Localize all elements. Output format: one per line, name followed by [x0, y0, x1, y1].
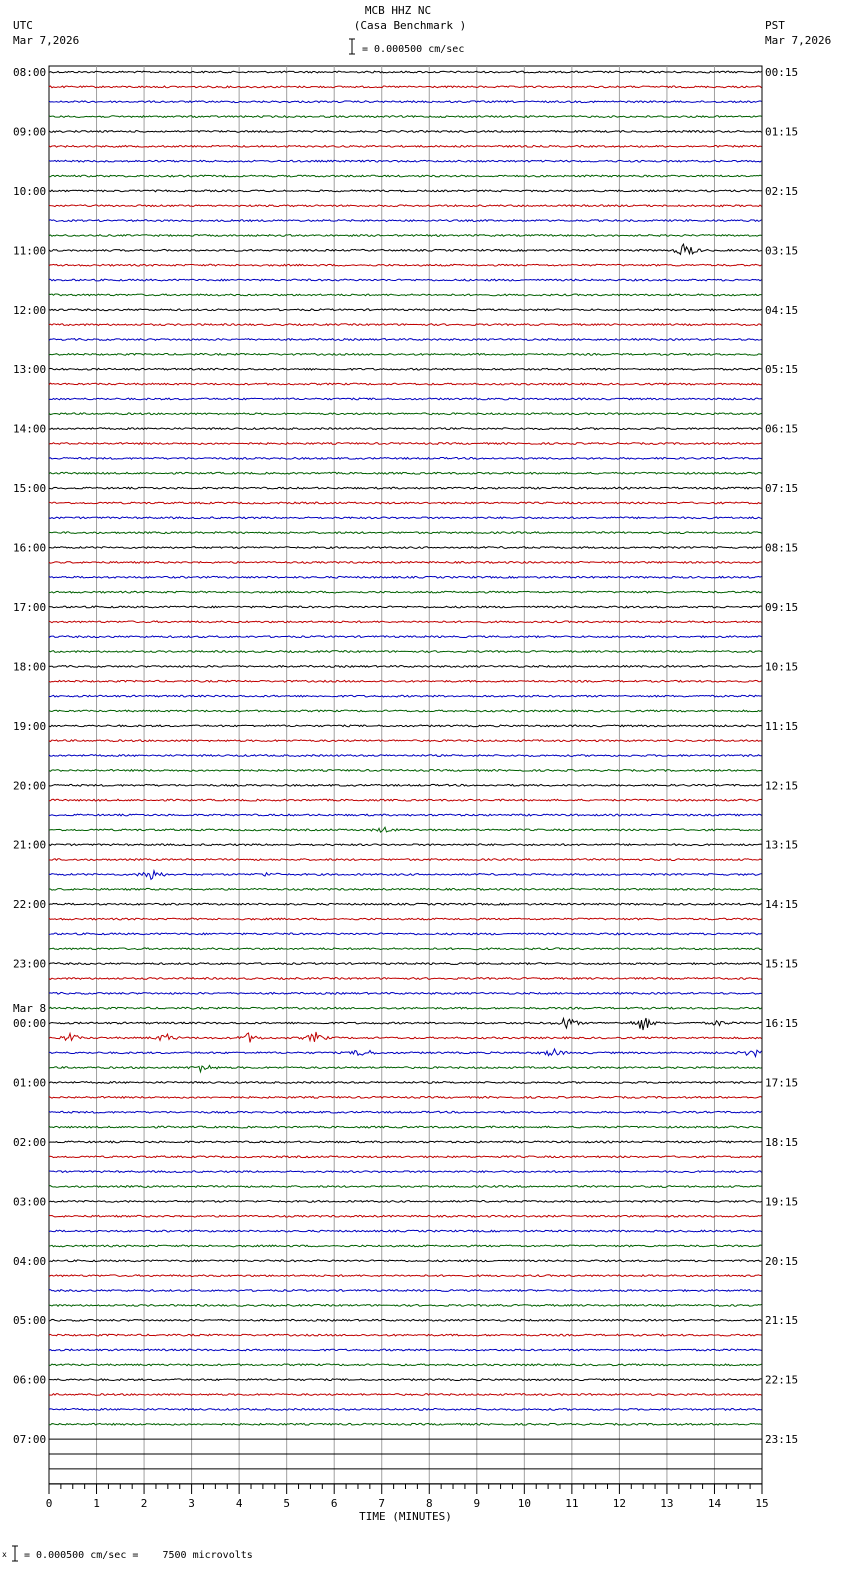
trace-line — [49, 502, 762, 504]
trace-line — [49, 413, 762, 415]
pst-hour-label: 12:15 — [765, 779, 799, 793]
trace-line — [49, 784, 762, 786]
pst-hour-label: 16:15 — [765, 1017, 799, 1031]
trace-line — [49, 1096, 762, 1098]
trace-line — [49, 1082, 762, 1084]
trace-line — [49, 324, 762, 326]
trace-line — [49, 1423, 762, 1425]
utc-hour-label: 08:00 — [13, 66, 47, 79]
footer-scale-bar-icon — [10, 1545, 20, 1563]
trace-line — [49, 695, 762, 697]
pst-hour-label: 01:15 — [765, 125, 799, 139]
pst-hour-label: 00:15 — [765, 66, 799, 79]
x-tick-label: 14 — [707, 1497, 722, 1510]
trace-line — [49, 294, 762, 296]
utc-hour-label: 13:00 — [13, 363, 47, 377]
trace-line — [49, 428, 762, 430]
utc-hour-label: 15:00 — [13, 482, 47, 496]
trace-line — [49, 547, 762, 549]
trace-line — [49, 621, 762, 623]
trace-line — [49, 398, 762, 400]
trace-line — [49, 1319, 762, 1321]
utc-hour-label: 16:00 — [13, 541, 47, 555]
utc-hour-label: 12:00 — [13, 303, 47, 317]
trace-line — [49, 1032, 762, 1042]
trace-line — [49, 235, 762, 237]
utc-hour-label: 02:00 — [13, 1135, 47, 1149]
trace-line — [49, 190, 762, 192]
footer-marker-icon: x — [2, 1550, 7, 1559]
utc-hour-label: 03:00 — [13, 1195, 47, 1209]
utc-hour-label: 10:00 — [13, 184, 47, 198]
x-axis-label: TIME (MINUTES) — [359, 1510, 452, 1523]
pst-hour-label: 13:15 — [765, 838, 799, 852]
footer-scale-note: = 0.000500 cm/sec = 7500 microvolts — [24, 1550, 253, 1561]
trace-line — [49, 606, 762, 608]
pst-hour-label: 10:15 — [765, 660, 799, 674]
pst-hour-label: 17:15 — [765, 1076, 799, 1090]
trace-line — [49, 1334, 762, 1336]
trace-line — [49, 71, 762, 73]
trace-line — [49, 457, 762, 459]
date-change-label: Mar 8 — [13, 1002, 47, 1016]
trace-line — [49, 903, 762, 905]
x-tick-label: 4 — [235, 1497, 243, 1510]
utc-hour-label: 20:00 — [13, 779, 47, 793]
pst-hour-label: 07:15 — [765, 482, 799, 496]
trace-line — [49, 1156, 762, 1158]
scale-label: = 0.000500 cm/sec — [362, 44, 465, 55]
pst-hour-label: 08:15 — [765, 541, 799, 555]
pst-hour-label: 23:15 — [765, 1433, 799, 1447]
pst-hour-label: 20:15 — [765, 1254, 799, 1268]
pst-hour-label: 04:15 — [765, 303, 799, 317]
trace-line — [49, 160, 762, 162]
pst-hour-label: 06:15 — [765, 422, 799, 436]
trace-line — [49, 740, 762, 742]
trace-line — [49, 680, 762, 682]
utc-hour-label: 22:00 — [13, 898, 47, 912]
pst-hour-label: 21:15 — [765, 1314, 799, 1328]
utc-hour-label: 11:00 — [13, 244, 47, 258]
trace-line — [49, 220, 762, 222]
trace-line — [49, 561, 762, 563]
x-tick-label: 11 — [565, 1497, 579, 1510]
trace-line — [49, 770, 762, 772]
trace-line — [49, 591, 762, 593]
trace-line — [49, 1049, 762, 1057]
x-tick-label: 1 — [93, 1497, 100, 1510]
pst-hour-label: 02:15 — [765, 184, 799, 198]
trace-line — [49, 86, 762, 88]
utc-hour-label: 06:00 — [13, 1373, 47, 1387]
trace-line — [49, 710, 762, 712]
trace-line — [49, 309, 762, 311]
x-tick-label: 7 — [378, 1497, 386, 1510]
trace-line — [49, 1379, 762, 1381]
pst-hour-label: 11:15 — [765, 719, 799, 733]
trace-line — [49, 918, 762, 920]
trace-line — [49, 1065, 762, 1071]
trace-line — [49, 666, 762, 668]
right-date: Mar 7,2026 — [765, 34, 832, 47]
pst-hour-label: 03:15 — [765, 244, 799, 258]
x-tick-label: 15 — [755, 1497, 769, 1510]
pst-hour-label: 19:15 — [765, 1195, 799, 1209]
x-tick-label: 13 — [660, 1497, 674, 1510]
trace-line — [49, 1230, 762, 1232]
utc-hour-label: 17:00 — [13, 600, 47, 614]
trace-line — [49, 948, 762, 950]
trace-line — [49, 963, 762, 965]
trace-line — [49, 1290, 762, 1292]
trace-line — [49, 353, 762, 355]
utc-hour-label: 05:00 — [13, 1314, 47, 1328]
trace-line — [49, 725, 762, 727]
trace-line — [49, 827, 762, 832]
trace-line — [49, 933, 762, 935]
trace-line — [49, 1007, 762, 1009]
trace-line — [49, 1126, 762, 1128]
trace-line — [49, 1245, 762, 1247]
x-tick-label: 2 — [140, 1497, 148, 1510]
trace-line — [49, 651, 762, 653]
trace-line — [49, 814, 762, 816]
trace-line — [49, 517, 762, 519]
x-tick-label: 3 — [188, 1497, 195, 1510]
site-name: (Casa Benchmark ) — [353, 19, 467, 32]
trace-line — [49, 1349, 762, 1351]
trace-line — [49, 279, 762, 281]
trace-line — [49, 1260, 762, 1262]
trace-line — [49, 1409, 762, 1411]
pst-hour-label: 22:15 — [765, 1373, 799, 1387]
x-tick-label: 10 — [517, 1497, 531, 1510]
trace-line — [49, 383, 762, 385]
trace-line — [49, 992, 762, 994]
trace-line — [49, 1364, 762, 1366]
x-tick-label: 8 — [425, 1497, 433, 1510]
trace-line — [49, 576, 762, 578]
trace-line — [49, 131, 762, 133]
trace-line — [49, 532, 762, 534]
trace-line — [49, 1141, 762, 1143]
trace-line — [49, 175, 762, 177]
utc-hour-label: 18:00 — [13, 660, 47, 674]
utc-hour-label: 09:00 — [13, 125, 47, 139]
plot-frame — [49, 66, 762, 1484]
trace-line — [49, 888, 762, 890]
trace-line — [49, 116, 762, 118]
trace-line — [49, 1111, 762, 1113]
utc-hour-label: 00:00 — [13, 1017, 47, 1031]
x-tick-label: 5 — [283, 1497, 290, 1510]
x-tick-label: 6 — [330, 1497, 338, 1510]
left-date: Mar 7,2026 — [13, 34, 80, 47]
x-tick-label: 9 — [473, 1497, 481, 1510]
x-tick-label: 12 — [612, 1497, 627, 1510]
utc-hour-label: 07:00 — [13, 1433, 47, 1447]
trace-line — [49, 101, 762, 103]
trace-line — [49, 755, 762, 757]
left-timezone: UTC — [13, 19, 33, 32]
trace-line — [49, 1304, 762, 1306]
right-timezone: PST — [765, 19, 785, 32]
pst-hour-label: 15:15 — [765, 957, 799, 971]
trace-line — [49, 1186, 762, 1188]
trace-line — [49, 1394, 762, 1396]
trace-line — [49, 205, 762, 207]
trace-line — [49, 799, 762, 801]
trace-line — [49, 264, 762, 266]
trace-line — [49, 443, 762, 445]
trace-line — [49, 487, 762, 489]
trace-line — [49, 368, 762, 370]
pst-hour-label: 05:15 — [765, 363, 799, 377]
trace-line — [49, 636, 762, 638]
utc-hour-label: 21:00 — [13, 838, 47, 852]
pst-hour-label: 09:15 — [765, 600, 799, 614]
trace-line — [49, 859, 762, 861]
trace-line — [49, 871, 762, 880]
trace-line — [49, 244, 762, 254]
trace-line — [49, 1171, 762, 1173]
station-title: MCB HHZ NC — [364, 4, 432, 17]
trace-line — [49, 978, 762, 980]
utc-hour-label: 14:00 — [13, 422, 47, 436]
trace-line — [49, 1275, 762, 1277]
trace-line — [49, 844, 762, 846]
x-tick-label: 0 — [45, 1497, 53, 1510]
trace-line — [49, 1200, 762, 1202]
utc-hour-label: 19:00 — [13, 719, 47, 733]
trace-line — [49, 1018, 762, 1030]
utc-hour-label: 04:00 — [13, 1254, 47, 1268]
trace-line — [49, 145, 762, 147]
trace-line — [49, 472, 762, 474]
utc-hour-label: 23:00 — [13, 957, 47, 971]
pst-hour-label: 14:15 — [765, 898, 799, 912]
trace-line — [49, 339, 762, 341]
utc-hour-label: 01:00 — [13, 1076, 47, 1090]
trace-line — [49, 1215, 762, 1217]
pst-hour-label: 18:15 — [765, 1135, 799, 1149]
